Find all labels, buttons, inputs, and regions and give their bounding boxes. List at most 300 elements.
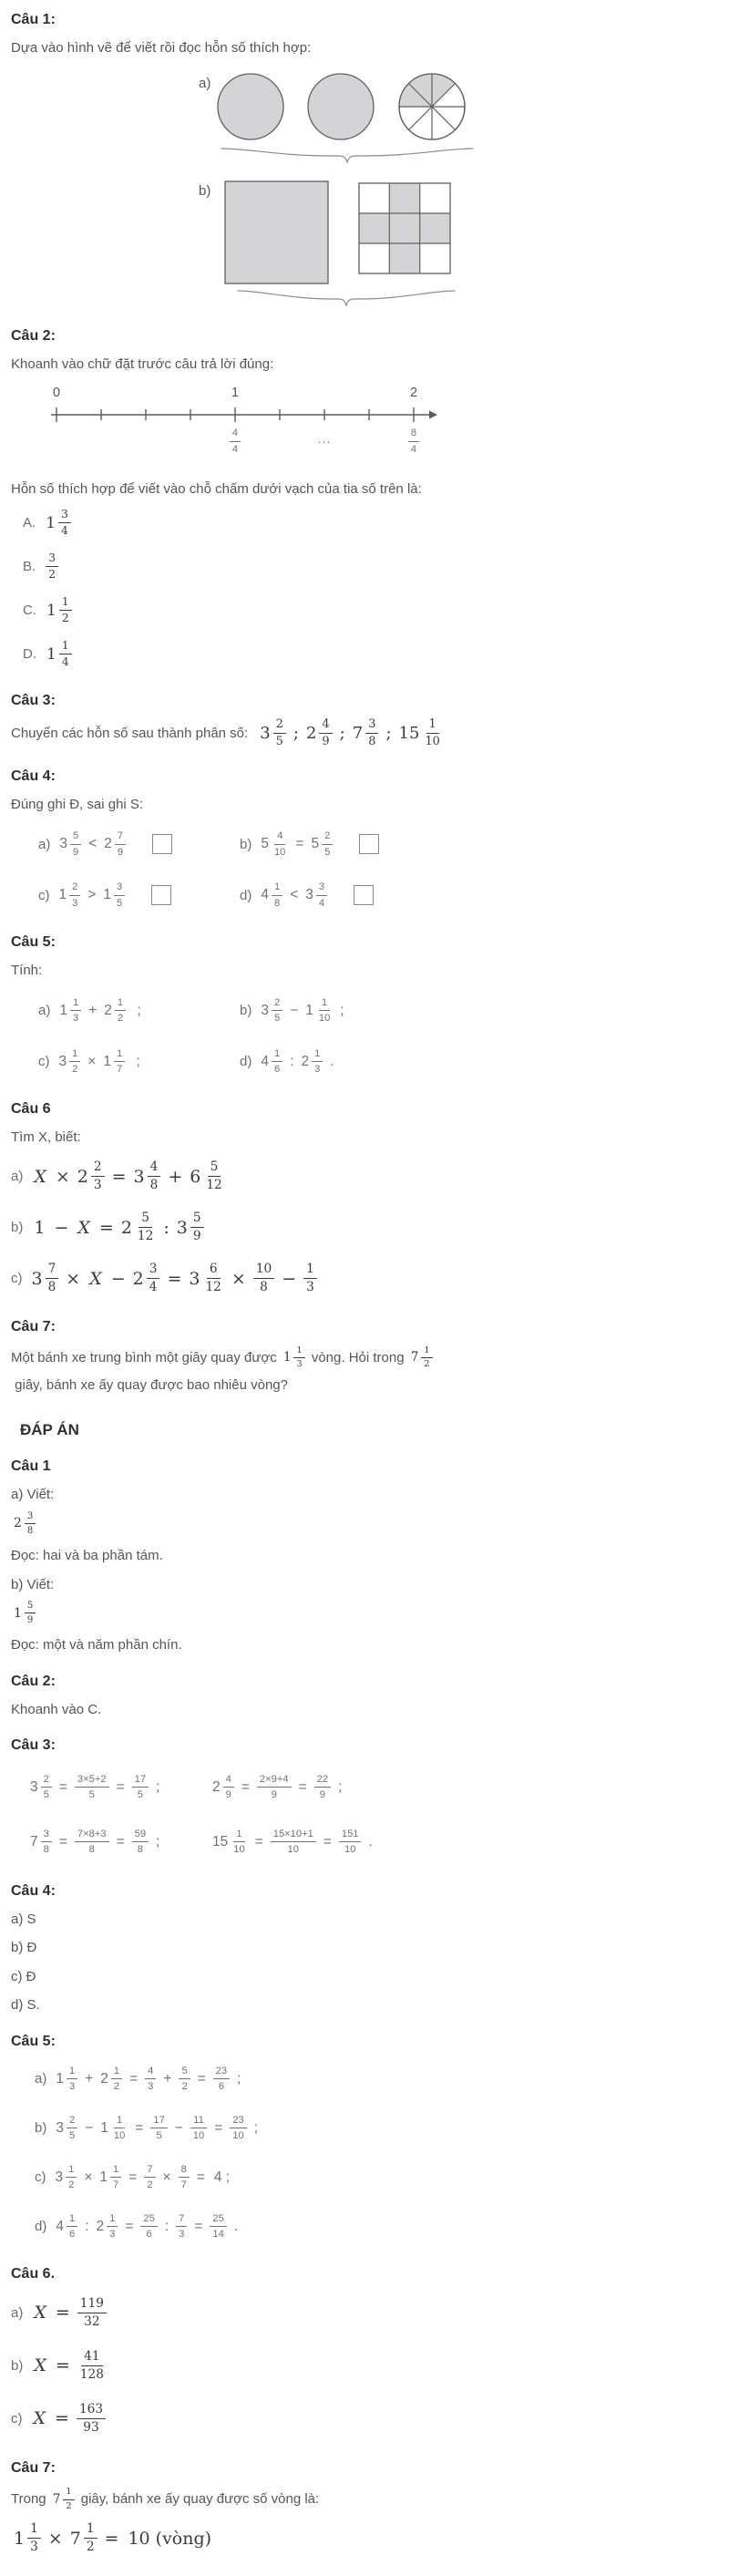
ans7-intro-line xyxy=(11,2487,320,2511)
math-token: < xyxy=(290,887,299,903)
numberline-frac-4-4 xyxy=(227,428,243,455)
math-token: = xyxy=(135,2119,144,2136)
fraction: 15 1 10 xyxy=(212,1828,245,1856)
answer-7 xyxy=(11,2459,711,2554)
question-2 xyxy=(11,327,711,674)
question-4 xyxy=(11,768,711,916)
math-token: + xyxy=(88,1002,98,1018)
q4-title: Câu 4: xyxy=(11,768,56,784)
answer-3 xyxy=(11,1736,711,1863)
fraction: 3 1 2 xyxy=(56,2164,77,2191)
math-token: = xyxy=(58,1778,67,1795)
question-1 xyxy=(11,11,711,309)
fraction: 2 4 9 xyxy=(306,718,333,748)
q5-item-b-label: b) xyxy=(240,1003,252,1019)
ans5-item-a-label: a) xyxy=(35,2071,47,2087)
ans1-a-value xyxy=(11,1511,38,1536)
fraction: 1 1 3 xyxy=(56,2066,77,2093)
ans4-item-d: d) S. xyxy=(11,1997,40,2014)
option-A-label: A. xyxy=(23,515,36,531)
math-token: + xyxy=(85,2070,94,2087)
fraction: 2 2 3 xyxy=(77,1160,105,1192)
fraction: 4 3 xyxy=(145,2066,156,2093)
q1-prompt: Dựa vào hình vẽ để viết rồi đọc hỗn số thích hợp: xyxy=(11,40,312,57)
math-token: . xyxy=(330,1053,334,1069)
ans3-conv-3 xyxy=(27,1829,210,1856)
fraction: 3×5+2 5 xyxy=(75,1774,109,1801)
fraction: 2 1 2 xyxy=(104,997,126,1025)
math-token: : xyxy=(164,2218,169,2234)
q5-prompt: Tính: xyxy=(11,963,43,979)
fraction: 1 1 7 xyxy=(99,2164,121,2191)
math-token: × xyxy=(87,1053,97,1069)
fraction: 4 4 xyxy=(230,428,241,455)
ans1-b-value xyxy=(11,1601,38,1625)
ans7-final-line xyxy=(11,2522,216,2554)
figure-a-row xyxy=(199,72,711,167)
fraction: 1 1 2 xyxy=(46,596,72,625)
ans5-item-a-work xyxy=(53,2066,245,2093)
ans5-item-c-label: c) xyxy=(35,2169,46,2186)
math-token: = xyxy=(295,836,304,852)
math-token: = xyxy=(323,1833,332,1850)
option-D-label: D. xyxy=(23,646,36,663)
math-token: ; xyxy=(156,1833,160,1850)
ans6-item-b-label: b) xyxy=(11,2357,24,2374)
math-token: − xyxy=(54,1217,69,1238)
ans6-item-b-value xyxy=(29,2350,109,2382)
answer-5 xyxy=(11,2033,711,2247)
math-token: giây, bánh xe ấy quay được bao nhiêu vòng? xyxy=(11,1376,288,1393)
eighths-circle xyxy=(399,74,465,139)
math-token: = xyxy=(197,2070,206,2087)
q5-item-c-expr xyxy=(56,1048,145,1076)
q5-item-d xyxy=(240,1048,339,1076)
q6-item-a xyxy=(11,1156,711,1198)
math-token: . xyxy=(368,1833,373,1850)
math-token: = xyxy=(58,1833,67,1850)
fraction: 7 2 xyxy=(144,2164,155,2191)
fraction: 2 7 9 xyxy=(104,830,126,858)
q4-item-d xyxy=(240,881,374,909)
math-token: − xyxy=(110,1268,126,1289)
ans3-conv-4 xyxy=(210,1829,377,1856)
fraction: 3 2 xyxy=(46,552,58,582)
math-token: = xyxy=(167,1268,182,1289)
numberline-dots: ... xyxy=(317,431,332,447)
fraction: 7 3 8 xyxy=(30,1829,52,1856)
ninths-square xyxy=(359,183,450,273)
ans3-row-1 xyxy=(27,1766,711,1809)
fraction: 25 14 xyxy=(210,2213,226,2241)
ans6-item-c-value xyxy=(29,2403,109,2435)
q4-row-1 xyxy=(38,824,711,864)
ans5-item-d-label: d) xyxy=(35,2219,47,2235)
ans5-item-b-work xyxy=(53,2115,262,2142)
fraction: 22 9 xyxy=(314,1774,331,1801)
fraction: 163 93 xyxy=(77,2403,106,2435)
ans7-title: Câu 7: xyxy=(11,2460,56,2477)
answer-box-a[interactable] xyxy=(152,834,172,854)
math-token: 4 ; xyxy=(213,2169,231,2185)
ans6-item-c xyxy=(11,2396,711,2441)
q2-title: Câu 2: xyxy=(11,327,56,344)
math-token: = xyxy=(98,1217,114,1238)
ans4-item-a: a) S xyxy=(11,1911,36,1927)
q1-title: Câu 1: xyxy=(11,12,56,27)
ans5-item-d-work xyxy=(53,2213,242,2241)
fraction: 17 5 xyxy=(150,2115,167,2142)
option-B-label: B. xyxy=(23,559,36,575)
fraction: 25 6 xyxy=(140,2213,157,2241)
full-circle-1 xyxy=(218,74,283,139)
fraction: 3 6 12 xyxy=(189,1262,221,1295)
fraction: 2 3 8 xyxy=(14,1511,36,1536)
q6-item-a-eq xyxy=(29,1160,227,1192)
fraction: 7×8+3 8 xyxy=(75,1829,109,1856)
fraction: 1 1 3 xyxy=(283,1345,305,1370)
math-token: − xyxy=(174,2119,183,2136)
option-B[interactable] xyxy=(23,548,711,586)
fraction: 5 2 5 xyxy=(311,830,333,858)
answer-box-c[interactable] xyxy=(151,885,171,905)
ans5-item-b-label: b) xyxy=(35,2120,47,2137)
math-token: + xyxy=(163,2070,172,2087)
fraction: 1 3 xyxy=(303,1262,317,1294)
math-token: 1 xyxy=(34,1217,46,1238)
q5-item-a xyxy=(38,997,240,1025)
ans4-item-c: c) Đ xyxy=(11,1968,36,1984)
math-token: = xyxy=(128,2169,138,2185)
fraction: 3 3 4 xyxy=(305,881,327,909)
fraction: 1 1 3 xyxy=(14,2522,41,2554)
q5-item-c-label: c) xyxy=(38,1054,50,1070)
q5-item-a-expr xyxy=(56,997,145,1025)
q6-item-b xyxy=(11,1207,711,1249)
q4-row-2 xyxy=(38,875,711,915)
math-token: − xyxy=(282,1268,297,1289)
math-token: . xyxy=(233,2218,239,2234)
fraction: 3 7 8 xyxy=(32,1262,59,1294)
ans5-item-c-work xyxy=(53,2164,235,2191)
fraction: 7 3 8 xyxy=(353,718,379,748)
answer-4 xyxy=(11,1882,711,2014)
q5-item-b-expr xyxy=(258,997,348,1025)
question-3 xyxy=(11,692,711,749)
fraction: 1 1 10 xyxy=(100,2115,126,2142)
q5-row-2 xyxy=(38,1042,711,1082)
option-A-value xyxy=(43,509,74,538)
q4-item-d-expr xyxy=(258,881,330,909)
circles-figure xyxy=(216,72,480,167)
answer-6 xyxy=(11,2265,711,2441)
math-token: = xyxy=(55,2355,70,2376)
math-token: ; xyxy=(132,1053,140,1069)
figure-b-label: b) xyxy=(199,182,211,199)
ans6-item-a-value xyxy=(29,2297,109,2329)
question-7 xyxy=(11,1318,711,1399)
ans4-title: Câu 4: xyxy=(11,1882,56,1899)
math-token: − xyxy=(290,1002,299,1018)
ans6-item-b xyxy=(11,2343,711,2388)
q4-item-a-expr xyxy=(56,830,128,858)
math-token: > xyxy=(87,887,97,903)
fraction: 2 1 3 xyxy=(97,2213,118,2241)
option-B-value xyxy=(43,552,61,582)
ans1-a-label: a) Viết: xyxy=(11,1487,55,1503)
math-token: = xyxy=(104,2528,119,2549)
fraction: 3 5 9 xyxy=(59,830,81,858)
ans1-b-label: b) Viết: xyxy=(11,1576,55,1592)
number-line-axis xyxy=(11,404,448,426)
math-token: Trong xyxy=(11,2491,50,2508)
q5-item-a-label: a) xyxy=(38,1003,51,1019)
fraction: 7 1 2 xyxy=(53,2488,75,2512)
option-D[interactable] xyxy=(23,635,711,674)
q7-text xyxy=(11,1345,447,1399)
full-circle-2 xyxy=(308,74,374,139)
q6-item-a-label: a) xyxy=(11,1169,24,1185)
fraction: 2 5 12 xyxy=(120,1211,154,1244)
q6-item-b-eq xyxy=(29,1211,206,1243)
ans3-title: Câu 3: xyxy=(11,1737,56,1754)
squares-figure xyxy=(216,180,471,309)
fraction: 1 3 4 xyxy=(46,509,71,538)
ans2-text: Khoanh vào C. xyxy=(11,1701,102,1717)
math-token: X xyxy=(34,2355,46,2376)
ans1-b-reading: Đọc: một và năm phần chín. xyxy=(11,1637,182,1654)
math-token: : xyxy=(163,1217,169,1238)
numberline-label-1: 1 xyxy=(231,386,240,401)
fraction: 11 10 xyxy=(190,2115,207,2142)
math-token: : xyxy=(85,2218,89,2234)
math-token: = xyxy=(116,1778,125,1795)
q4-item-c xyxy=(38,881,240,909)
math-token: ; xyxy=(237,2070,241,2087)
math-token: : xyxy=(290,1053,294,1069)
q4-item-b-label: b) xyxy=(240,836,252,852)
q5-row-1 xyxy=(38,991,711,1031)
math-token: × xyxy=(162,2169,171,2185)
math-token: × xyxy=(84,2169,93,2185)
math-token: X xyxy=(33,2408,46,2429)
q4-item-c-label: c) xyxy=(38,887,50,903)
fraction: 1 1 7 xyxy=(103,1048,125,1076)
math-token: = xyxy=(116,1833,125,1850)
q4-item-b-expr xyxy=(258,830,335,858)
option-C-label: C. xyxy=(23,603,36,619)
math-token: ; xyxy=(340,1002,344,1018)
fraction: 3 5 9 xyxy=(177,1211,204,1243)
fraction: 1 1 3 xyxy=(59,997,81,1025)
math-token: × xyxy=(55,1166,70,1187)
ans1-title: Câu 1 xyxy=(11,1458,51,1475)
fraction: 2 1 2 xyxy=(100,2066,122,2093)
fraction: 8 4 xyxy=(408,428,419,455)
fraction: 5 4 10 xyxy=(261,830,286,858)
math-token: + xyxy=(168,1166,183,1187)
q7-text-line xyxy=(11,1345,436,1393)
figure-a-label: a) xyxy=(199,75,211,91)
fraction: 15×10+1 10 xyxy=(271,1829,316,1856)
q6-item-c xyxy=(11,1258,711,1300)
fraction: 6 5 12 xyxy=(190,1159,222,1193)
math-token: = xyxy=(214,2119,223,2136)
math-token: giây, bánh xe ấy quay được số vòng là: xyxy=(77,2491,320,2508)
q6-item-b-label: b) xyxy=(11,1220,24,1236)
math-token: = xyxy=(111,1166,127,1187)
fraction: 3 2 5 xyxy=(56,2115,77,2142)
fraction: 1 1 10 xyxy=(305,997,331,1025)
math-token: = xyxy=(194,2218,203,2234)
answers-heading: ĐÁP ÁN xyxy=(20,1420,79,1438)
q6-title: Câu 6 xyxy=(11,1100,51,1117)
q4-item-a xyxy=(38,830,240,858)
ans3-row-2 xyxy=(27,1820,711,1864)
fraction: 2×9+4 9 xyxy=(257,1774,292,1801)
fraction: 3 2 5 xyxy=(30,1774,52,1801)
q5-item-d-expr xyxy=(258,1048,338,1076)
q2-question: Hỗn số thích hợp để viết vào chỗ chấm dưới vạch của tia số trên là: xyxy=(11,481,422,498)
ans3-conv-1 xyxy=(27,1774,210,1801)
fraction: 59 8 xyxy=(132,1829,149,1856)
ans5-item-d xyxy=(35,2207,711,2247)
ans3-conv-2 xyxy=(210,1774,346,1801)
ans2-title: Câu 2: xyxy=(11,1673,56,1689)
fraction: 7 3 xyxy=(176,2213,187,2241)
q4-prompt: Đúng ghi Đ, sai ghi S: xyxy=(11,796,144,812)
ans6-item-c-label: c) xyxy=(11,2410,23,2427)
number-line-figure xyxy=(11,386,448,469)
q6-prompt: Tìm X, biết: xyxy=(11,1129,81,1146)
fraction: 2 4 9 xyxy=(212,1774,234,1801)
fraction: 41 128 xyxy=(79,2348,104,2382)
math-token: × xyxy=(231,1268,246,1289)
ans4-item-b: b) Đ xyxy=(11,1940,37,1956)
brace-b xyxy=(238,291,455,305)
arrow-head xyxy=(429,411,437,419)
fraction: 23 10 xyxy=(230,2115,246,2142)
math-token: ; xyxy=(293,724,299,744)
figure-b-row xyxy=(199,180,711,309)
math-token: × xyxy=(66,1268,81,1289)
numberline-frac-8-4 xyxy=(406,428,422,455)
math-token: ; xyxy=(339,724,345,744)
math-token: = xyxy=(55,2408,69,2429)
math-token: × xyxy=(47,2528,63,2549)
fraction: 1 5 9 xyxy=(14,1601,36,1625)
ans7-intro xyxy=(11,2486,447,2513)
fraction: 8 7 xyxy=(179,2164,190,2191)
q5-item-b xyxy=(240,997,349,1025)
q5-item-d-label: d) xyxy=(240,1054,252,1070)
q5-item-c xyxy=(38,1048,240,1076)
math-token: Chuyển các hỗn số sau thành phân số: xyxy=(11,726,249,742)
answer-box-d[interactable] xyxy=(354,885,374,905)
q2-prompt: Khoanh vào chữ đặt trước câu trả lời đúng: xyxy=(11,355,274,372)
math-token: X xyxy=(34,2303,46,2324)
q3-title: Câu 3: xyxy=(11,692,56,708)
q4-item-b xyxy=(240,830,379,858)
option-C-value xyxy=(44,596,75,625)
ans6-item-a xyxy=(11,2290,711,2335)
ans5-item-a xyxy=(35,2059,711,2099)
q3-prompt-line xyxy=(11,718,446,748)
q7-title: Câu 7: xyxy=(11,1318,56,1334)
fraction: 10 8 xyxy=(253,1262,274,1294)
ans5-title: Câu 5: xyxy=(11,2033,56,2049)
question-5 xyxy=(11,933,711,1082)
ans6-item-a-label: a) xyxy=(11,2304,24,2321)
ans5-item-b xyxy=(35,2108,711,2148)
math-token: < xyxy=(88,836,98,852)
math-token: = xyxy=(298,1778,307,1795)
math-token: Một bánh xe trung bình một giây quay được xyxy=(11,1349,281,1365)
q4-item-a-label: a) xyxy=(38,836,51,852)
math-token: − xyxy=(85,2119,94,2136)
math-token: 10 (vòng) xyxy=(128,2528,212,2549)
q6-item-c-eq xyxy=(29,1262,320,1294)
numberline-label-2: 2 xyxy=(409,386,418,401)
math-token: = xyxy=(241,1778,250,1795)
fraction: 3 4 8 xyxy=(134,1160,161,1192)
fraction: 3 1 2 xyxy=(59,1048,81,1076)
fraction: 23 6 xyxy=(213,2066,230,2093)
fraction: 7 1 2 xyxy=(70,2522,98,2554)
fraction: 2 1 3 xyxy=(302,1048,323,1076)
brace-a xyxy=(221,149,473,162)
math-token: ; xyxy=(133,1002,141,1018)
fraction: 151 10 xyxy=(339,1829,362,1856)
q6-item-c-label: c) xyxy=(11,1271,23,1287)
ans6-title: Câu 6. xyxy=(11,2265,56,2282)
option-D-value xyxy=(44,640,75,669)
q4-item-d-label: d) xyxy=(240,887,252,903)
fraction: 3 2 5 xyxy=(261,997,282,1025)
math-token: = xyxy=(55,2303,70,2324)
math-token: = xyxy=(125,2218,134,2234)
question-6 xyxy=(11,1100,711,1300)
answer-1 xyxy=(11,1458,711,1654)
full-square xyxy=(225,181,328,283)
q4-item-c-expr xyxy=(56,881,128,909)
numberline-label-0: 0 xyxy=(52,386,61,401)
math-token: X xyxy=(34,1166,46,1187)
math-token: = xyxy=(129,2070,139,2087)
math-token: = xyxy=(254,1833,263,1850)
q5-title: Câu 5: xyxy=(11,934,56,951)
math-token: ; xyxy=(338,1778,343,1795)
fraction: 1 2 3 xyxy=(59,881,81,909)
fraction: 15 1 10 xyxy=(398,717,440,749)
fraction: 4 1 6 xyxy=(261,1048,282,1076)
fraction: 5 2 xyxy=(179,2066,190,2093)
ans5-item-c xyxy=(35,2158,711,2198)
fraction: 2 3 4 xyxy=(133,1262,160,1294)
math-token: ; xyxy=(385,724,392,744)
math-token: ; xyxy=(156,1778,160,1795)
answer-box-b[interactable] xyxy=(359,834,379,854)
fraction: 4 1 8 xyxy=(261,881,282,909)
fraction: 1 3 5 xyxy=(103,881,125,909)
fraction: 4 1 6 xyxy=(56,2213,77,2241)
fraction: 7 1 2 xyxy=(411,1345,433,1370)
fraction: 1 1 4 xyxy=(46,640,72,669)
option-A[interactable] xyxy=(23,504,711,542)
math-token: = xyxy=(196,2169,205,2185)
math-token: X xyxy=(77,1217,90,1238)
option-C[interactable] xyxy=(23,592,711,630)
